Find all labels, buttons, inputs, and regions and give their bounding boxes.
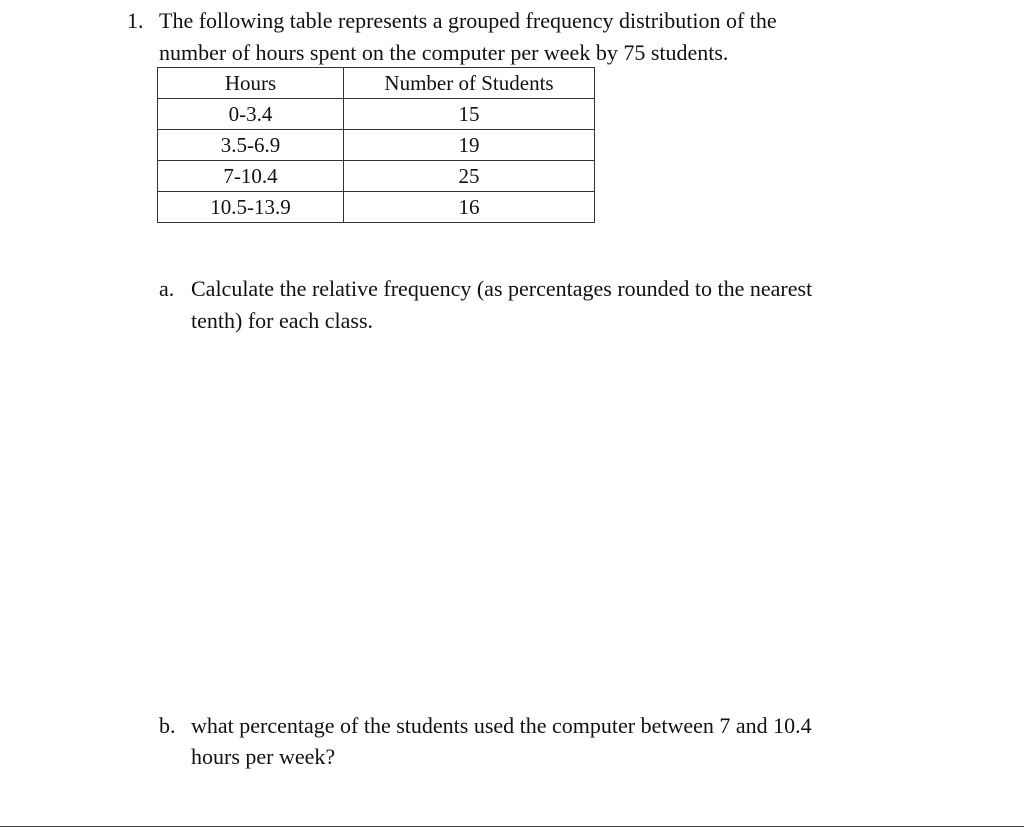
part-a-label: a. (159, 276, 175, 301)
cell-students: 25 (344, 161, 595, 192)
question-text-line1: The following table represents a grouped frequency distribution of the (159, 8, 777, 33)
cell-hours: 10.5-13.9 (158, 192, 344, 223)
frequency-table (157, 67, 595, 223)
table-header-row (158, 68, 595, 99)
question-number: 1. (127, 8, 144, 33)
question-text-line2: number of hours spent on the computer per week by 75 students. (159, 40, 729, 65)
part-b-text-line2: hours per week? (191, 744, 336, 769)
cell-students: 19 (344, 130, 595, 161)
table-row (158, 99, 595, 130)
cell-hours: 0-3.4 (158, 99, 344, 130)
header-number-of-students: Number of Students (344, 68, 595, 99)
table-row (158, 161, 595, 192)
part-b-text-line1: what percentage of the students used the computer between 7 and 10.4 (191, 713, 812, 738)
bottom-divider (0, 826, 1024, 827)
table-row (158, 130, 595, 161)
cell-hours: 3.5-6.9 (158, 130, 344, 161)
part-a-text-line2: tenth) for each class. (191, 308, 374, 333)
table-row (158, 192, 595, 223)
cell-hours: 7-10.4 (158, 161, 344, 192)
cell-students: 15 (344, 99, 595, 130)
header-hours: Hours (158, 68, 344, 99)
part-a-text-line1: Calculate the relative frequency (as percentages rounded to the nearest (191, 276, 813, 301)
part-b-label: b. (159, 713, 176, 738)
cell-students: 16 (344, 192, 595, 223)
